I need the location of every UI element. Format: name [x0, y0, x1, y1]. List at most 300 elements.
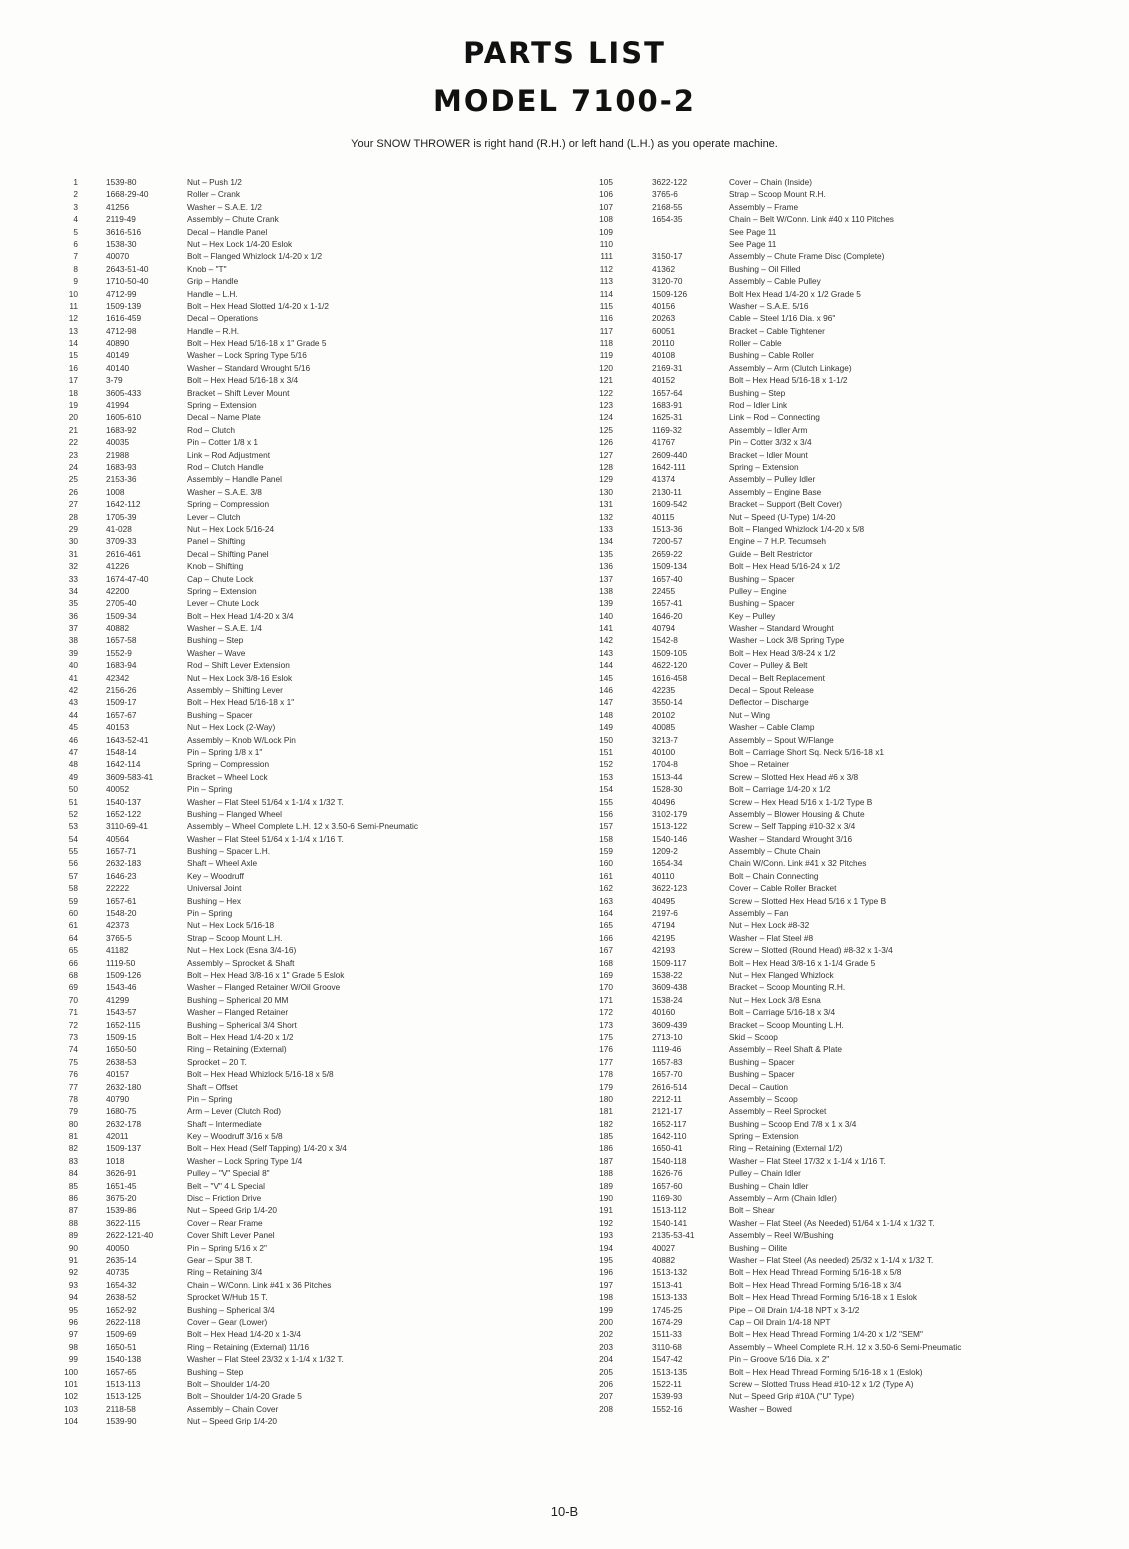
- parts-list-row: [56, 870, 576, 882]
- part-description: Gear – Spur 38 T.: [187, 1254, 253, 1265]
- parts-list-row: [586, 387, 1126, 399]
- part-description: Washer – Flat Steel (As needed) 25/32 x 1-1/4 x 1/32 T.: [729, 1254, 934, 1265]
- part-description: Cover – Pulley & Belt: [729, 660, 808, 671]
- part-description: Bushing – Cable Roller: [729, 350, 814, 361]
- part-description: Decal – Caution: [729, 1081, 789, 1092]
- part-number: 40790: [106, 1093, 130, 1104]
- parts-list-row: [586, 436, 1126, 448]
- part-description: Bolt – Carriage 1/4-20 x 1/2: [729, 784, 831, 795]
- part-description: Spring – Extension: [729, 1131, 799, 1142]
- parts-list-row: [586, 994, 1126, 1006]
- parts-list-row: [56, 1341, 576, 1353]
- part-description: Pin – Cotter 1/8 x 1: [187, 437, 259, 448]
- item-number: 157: [599, 821, 613, 832]
- part-number: 1643-52-41: [106, 734, 149, 745]
- parts-list-row: [56, 511, 576, 523]
- item-number: 28: [68, 511, 78, 522]
- item-number: 132: [599, 511, 613, 522]
- parts-list-row: [586, 461, 1126, 473]
- item-number: 27: [68, 499, 78, 510]
- item-number: 142: [599, 635, 613, 646]
- part-description: Bolt – Shoulder 1/4-20: [187, 1378, 270, 1389]
- parts-list-row: [56, 1279, 576, 1291]
- parts-list-row: [56, 808, 576, 820]
- parts-list-row: [56, 1031, 576, 1043]
- part-description: Spring – Compression: [187, 759, 270, 770]
- parts-list-row: [586, 374, 1126, 386]
- part-description: Bracket – Support (Belt Cover): [729, 499, 842, 510]
- part-number: 41182: [106, 945, 129, 956]
- part-description: Cover – Chain (Inside): [729, 177, 813, 187]
- part-number: 1605-610: [106, 412, 142, 423]
- part-description: Pin – Cotter 3/32 x 3/4: [729, 437, 812, 448]
- parts-list-row: [56, 1155, 576, 1167]
- part-number: 1538-24: [652, 994, 683, 1005]
- part-number: 1543-46: [106, 982, 137, 993]
- parts-list-row: [586, 188, 1126, 200]
- item-number: 14: [68, 338, 78, 349]
- part-description: Bushing – Spacer: [729, 573, 795, 584]
- item-number: 178: [599, 1069, 613, 1080]
- parts-list-row: [586, 1390, 1126, 1402]
- parts-list-row: [586, 882, 1126, 894]
- part-number: 41362: [652, 263, 676, 274]
- part-number: 1509-17: [106, 697, 137, 708]
- part-description: Nut – Hex Lock #8-32: [729, 920, 810, 931]
- item-number: 6: [73, 238, 78, 249]
- item-number: 130: [599, 486, 613, 497]
- item-number: 17: [68, 375, 78, 386]
- parts-list-row: [56, 486, 576, 498]
- item-number: 102: [64, 1391, 78, 1402]
- part-description: Cover – Gear (Lower): [187, 1316, 268, 1327]
- part-description: Assembly – Engine Base: [729, 486, 822, 497]
- part-description: Assembly – Shifting Lever: [187, 685, 283, 696]
- parts-list-row: [586, 758, 1126, 770]
- part-description: Assembly – Frame: [729, 201, 799, 212]
- parts-list-row: [56, 969, 576, 981]
- part-description: Assembly – Idler Arm: [729, 424, 808, 435]
- item-number: 122: [599, 387, 613, 398]
- part-description: Washer – Flat Steel 17/32 x 1-1/4 x 1/16 T.: [729, 1155, 886, 1166]
- part-number: 7200-57: [652, 536, 683, 547]
- item-number: 56: [68, 858, 78, 869]
- part-description: Washer – Standard Wrought: [729, 623, 834, 634]
- part-number: 40152: [652, 375, 676, 386]
- part-description: Shoe – Retainer: [729, 759, 789, 770]
- parts-list-row: [56, 325, 576, 337]
- parts-list-row: [56, 436, 576, 448]
- parts-list-row: [56, 399, 576, 411]
- parts-list-row: [56, 188, 576, 200]
- part-description: Pin – Spring 1/8 x 1": [187, 746, 263, 757]
- parts-list-row: [586, 672, 1126, 684]
- part-description: Assembly – Chain Cover: [187, 1403, 279, 1414]
- part-number: 1513-36: [652, 523, 683, 534]
- parts-list-row: [586, 895, 1126, 907]
- parts-list-row: [56, 263, 576, 275]
- part-description: Bushing – Spherical 3/4 Short: [187, 1019, 297, 1030]
- part-number: 1018: [106, 1155, 125, 1166]
- part-description: Bolt – Hex Head Thread Forming 5/16-18 x 5/8: [729, 1267, 902, 1278]
- item-number: 128: [599, 461, 613, 472]
- part-number: 40085: [652, 722, 676, 733]
- item-number: 113: [599, 276, 613, 287]
- parts-list-row: [56, 597, 576, 609]
- part-number: 1657-71: [106, 846, 137, 857]
- item-number: 45: [68, 722, 78, 733]
- part-description: Decal – Shifting Panel: [187, 548, 269, 559]
- item-number: 35: [68, 598, 78, 609]
- item-number: 116: [599, 313, 613, 324]
- item-number: 26: [68, 486, 78, 497]
- part-description: Bolt Hex Head 1/4-20 x 1/2 Grade 5: [729, 288, 861, 299]
- parts-list-row: [586, 1056, 1126, 1068]
- item-number: 86: [68, 1193, 78, 1204]
- part-number: 3150-17: [652, 251, 683, 262]
- item-number: 148: [599, 709, 613, 720]
- part-number: 3609-438: [652, 982, 688, 993]
- part-number: 1646-23: [106, 870, 137, 881]
- parts-list-row: [586, 1142, 1126, 1154]
- item-number: 78: [68, 1093, 78, 1104]
- part-description: Assembly – Cable Pulley: [729, 276, 821, 287]
- item-number: 76: [68, 1069, 78, 1080]
- item-number: 109: [599, 226, 613, 237]
- part-description: Bushing – Chain Idler: [729, 1180, 809, 1191]
- part-description: Assembly – Wheel Complete R.H. 12 x 3.50-6 Semi-Pneumatic: [729, 1341, 962, 1352]
- part-description: Nut – Hex Lock (Esna 3/4-16): [187, 945, 297, 956]
- item-number: 80: [68, 1118, 78, 1129]
- part-description: Assembly – Knob W/Lock Pin: [187, 734, 296, 745]
- item-number: 52: [68, 808, 78, 819]
- item-number: 162: [599, 883, 613, 894]
- parts-list-row: [586, 1093, 1126, 1105]
- part-number: 2616-514: [652, 1081, 688, 1092]
- part-number: 1509-139: [106, 300, 142, 311]
- parts-list-row: [586, 634, 1126, 646]
- part-number: 1651-45: [106, 1180, 137, 1191]
- part-number: 2135-53-41: [652, 1230, 695, 1241]
- parts-list-row: [56, 845, 576, 857]
- part-number: 3609-583-41: [106, 771, 154, 782]
- parts-list-row: [56, 1081, 576, 1093]
- item-number: 46: [68, 734, 78, 745]
- part-description: Decal – Operations: [187, 313, 259, 324]
- part-number: 1540-118: [652, 1155, 687, 1166]
- parts-list-row: [56, 238, 576, 250]
- part-number: 1509-126: [652, 288, 688, 299]
- item-number: 146: [599, 685, 613, 696]
- parts-list-row: [586, 1130, 1126, 1142]
- part-description: Pin – Spring: [187, 784, 233, 795]
- parts-list-row: [586, 1242, 1126, 1254]
- item-number: 126: [599, 437, 613, 448]
- part-description: Nut – Hex Flanged Whizlock: [729, 970, 834, 980]
- parts-list-row: [586, 944, 1126, 956]
- item-number: 129: [599, 474, 613, 485]
- part-description: Washer – Bowed: [729, 1403, 792, 1414]
- parts-list-row: [56, 176, 576, 188]
- part-number: 3550-14: [652, 697, 683, 708]
- part-number: 1552-16: [652, 1403, 683, 1414]
- part-number: 1540-138: [106, 1354, 142, 1365]
- item-number: 158: [599, 833, 613, 844]
- part-description: Assembly – Arm (Clutch Linkage): [729, 362, 852, 373]
- item-number: 155: [599, 796, 613, 807]
- item-number: 103: [64, 1403, 78, 1414]
- part-number: 1513-41: [652, 1279, 683, 1290]
- item-number: 170: [599, 982, 613, 993]
- part-number: 2659-22: [652, 548, 683, 559]
- part-description: Shaft – Wheel Axle: [187, 858, 258, 869]
- part-description: Pulley – Chain Idler: [729, 1168, 801, 1179]
- parts-list-row: [586, 176, 1126, 188]
- item-number: 193: [599, 1230, 613, 1241]
- item-number: 70: [68, 994, 78, 1005]
- parts-list-row: [56, 919, 576, 931]
- item-number: 99: [68, 1354, 78, 1365]
- part-number: 42195: [652, 932, 676, 943]
- part-number: 1169-30: [652, 1193, 682, 1204]
- part-number: 47194: [652, 920, 676, 931]
- item-number: 159: [599, 846, 613, 857]
- item-number: 97: [68, 1329, 78, 1340]
- parts-list-left-column: [56, 176, 576, 1427]
- parts-list-row: [56, 1353, 576, 1365]
- part-number: 1657-61: [106, 895, 137, 906]
- part-number: 2169-31: [652, 362, 683, 373]
- part-number: 20102: [652, 709, 676, 720]
- part-description: Assembly – Sprocket & Shaft: [187, 957, 295, 968]
- parts-list-row: [56, 1366, 576, 1378]
- parts-list-row: [56, 288, 576, 300]
- item-number: 95: [68, 1304, 78, 1315]
- parts-list-row: [586, 1229, 1126, 1241]
- item-number: 43: [68, 697, 78, 708]
- item-number: 165: [599, 920, 613, 931]
- part-number: 1625-31: [652, 412, 683, 423]
- parts-list-row: [586, 275, 1126, 287]
- item-number: 121: [599, 375, 613, 386]
- parts-list-row: [56, 1105, 576, 1117]
- parts-list-row: [56, 622, 576, 634]
- part-number: 1547-42: [652, 1354, 683, 1365]
- part-description: Sprocket W/Hub 15 T.: [187, 1292, 268, 1303]
- parts-list-row: [586, 647, 1126, 659]
- item-number: 144: [599, 660, 613, 671]
- parts-list-row: [586, 1006, 1126, 1018]
- part-description: Pin – Spring: [187, 908, 233, 919]
- part-number: 1522-11: [652, 1378, 682, 1389]
- part-description: Assembly – Fan: [729, 908, 789, 919]
- parts-list-row: [586, 1068, 1126, 1080]
- part-number: 1626-76: [652, 1168, 683, 1179]
- part-number: 1513-113: [106, 1378, 141, 1389]
- parts-list-row: [56, 250, 576, 262]
- part-description: Guide – Belt Restrictor: [729, 548, 813, 559]
- part-description: Washer – Flat Steel 51/64 x 1-1/4 x 1/32 T.: [187, 796, 344, 807]
- parts-list-row: [586, 1118, 1126, 1130]
- part-number: 22222: [106, 883, 130, 894]
- part-description: Screw – Slotted Truss Head #10-12 x 1/2 (Type A): [729, 1378, 914, 1389]
- parts-list-row: [586, 659, 1126, 671]
- item-number: 1: [73, 177, 78, 187]
- part-number: 1542-8: [652, 635, 678, 646]
- part-number: 41299: [106, 994, 130, 1005]
- part-description: Nut – Hex Lock 5/16-24: [187, 523, 275, 534]
- part-number: 1539-90: [106, 1416, 137, 1427]
- part-number: 3626-91: [106, 1168, 137, 1179]
- part-number: 41374: [652, 474, 676, 485]
- part-description: Washer – Flat Steel 51/64 x 1-1/4 x 1/16 T.: [187, 833, 344, 844]
- parts-list-row: [586, 411, 1126, 423]
- part-number: 1657-60: [652, 1180, 683, 1191]
- parts-list-row: [586, 1155, 1126, 1167]
- item-number: 25: [68, 474, 78, 485]
- item-number: 204: [599, 1354, 613, 1365]
- part-description: Nut – Hex Lock 3/8 Esna: [729, 994, 821, 1005]
- item-number: 71: [68, 1007, 78, 1018]
- hand-orientation-note: Your SNOW THROWER is right hand (R.H.) or left hand (L.H.) as you operate machine.: [351, 138, 778, 150]
- part-number: 1540-137: [106, 796, 142, 807]
- part-number: 3709-33: [106, 536, 137, 547]
- parts-list-row: [586, 1254, 1126, 1266]
- part-number: 1650-50: [106, 1044, 137, 1055]
- part-description: Panel – Shifting: [187, 536, 246, 547]
- part-description: Screw – Self Tapping #10-32 x 3/4: [729, 821, 856, 832]
- parts-list-row: [56, 1204, 576, 1216]
- part-number: 40794: [652, 623, 676, 634]
- parts-list-row: [586, 907, 1126, 919]
- item-number: 66: [68, 957, 78, 968]
- item-number: 141: [599, 623, 613, 634]
- parts-list-row: [56, 1229, 576, 1241]
- part-number: 2197-6: [652, 908, 678, 919]
- part-description: Assembly – Chute Chain: [729, 846, 821, 857]
- part-number: 1652-122: [106, 808, 142, 819]
- item-number: 173: [599, 1019, 613, 1030]
- part-number: 3609-439: [652, 1019, 688, 1030]
- parts-list-row: [586, 312, 1126, 324]
- item-number: 150: [599, 734, 613, 745]
- part-number: 1680-75: [106, 1106, 137, 1117]
- item-number: 187: [599, 1155, 613, 1166]
- part-number: 1209-2: [652, 846, 678, 857]
- parts-list-row: [56, 349, 576, 361]
- item-number: 34: [68, 585, 78, 596]
- part-number: 41767: [652, 437, 676, 448]
- part-number: 2622-118: [106, 1316, 141, 1327]
- item-number: 91: [68, 1254, 78, 1265]
- parts-list-row: [586, 1192, 1126, 1204]
- part-description: Roller – Cable: [729, 338, 782, 349]
- part-description: Cover – Rear Frame: [187, 1217, 263, 1228]
- part-description: Decal – Handle Panel: [187, 226, 268, 237]
- parts-list-row: [586, 919, 1126, 931]
- item-number: 197: [599, 1279, 613, 1290]
- item-number: 101: [64, 1378, 78, 1389]
- item-number: 164: [599, 908, 613, 919]
- part-description: Nut – Hex Lock 5/16-18: [187, 920, 275, 931]
- parts-list-row: [56, 981, 576, 993]
- part-number: 41256: [106, 201, 130, 212]
- part-description: Key – Woodruff 3/16 x 5/8: [187, 1131, 283, 1142]
- parts-list-row: [586, 1081, 1126, 1093]
- item-number: 79: [68, 1106, 78, 1117]
- parts-list-row: [56, 411, 576, 423]
- part-description: Washer – S.A.E. 1/4: [187, 623, 262, 634]
- item-number: 188: [599, 1168, 613, 1179]
- part-number: 1119-46: [652, 1044, 682, 1055]
- parts-list-row: [586, 1304, 1126, 1316]
- part-description: Cover – Cable Roller Bracket: [729, 883, 837, 894]
- part-description: Lever – Clutch: [187, 511, 241, 522]
- part-description: Engine – 7 H.P. Tecumseh: [729, 536, 827, 547]
- part-description: Pipe – Oil Drain 1/4-18 NPT x 3-1/2: [729, 1304, 860, 1315]
- item-number: 98: [68, 1341, 78, 1352]
- part-number: 40157: [106, 1069, 130, 1080]
- part-description: Link – Rod Adjustment: [187, 449, 271, 460]
- part-description: Bolt – Hex Head 1/4-20 x 1/2: [187, 1031, 294, 1042]
- part-number: 2118-58: [106, 1403, 136, 1414]
- item-number: 189: [599, 1180, 613, 1191]
- parts-list-row: [586, 1043, 1126, 1055]
- parts-list-row: [586, 684, 1126, 696]
- item-number: 115: [599, 300, 613, 311]
- parts-list-row: [56, 473, 576, 485]
- item-number: 207: [599, 1391, 613, 1402]
- part-description: Nut – Wing: [729, 709, 771, 720]
- parts-list-row: [56, 1403, 576, 1415]
- item-number: 135: [599, 548, 613, 559]
- part-number: 1540-146: [652, 833, 688, 844]
- parts-list-row: [586, 523, 1126, 535]
- item-number: 161: [599, 870, 613, 881]
- part-number: 40735: [106, 1267, 130, 1278]
- part-number: 1509-105: [652, 647, 688, 658]
- part-number: 1513-125: [106, 1391, 142, 1402]
- item-number: 186: [599, 1143, 613, 1154]
- part-description: Washer – Lock Spring Type 1/4: [187, 1155, 303, 1166]
- part-number: 40890: [106, 338, 130, 349]
- parts-list-row: [586, 709, 1126, 721]
- item-number: 96: [68, 1316, 78, 1327]
- part-number: 41-028: [106, 523, 132, 534]
- part-description: Sprocket – 20 T.: [187, 1056, 247, 1067]
- parts-list-row: [586, 597, 1126, 609]
- item-number: 41: [68, 672, 78, 683]
- parts-list-row: [56, 1266, 576, 1278]
- item-number: 185: [599, 1131, 613, 1142]
- item-number: 4: [73, 214, 78, 225]
- part-description: Cable – Steel 1/16 Dia. x 96": [729, 313, 836, 324]
- part-number: 1642-112: [106, 499, 141, 510]
- parts-list-row: [586, 1167, 1126, 1179]
- part-description: Washer – Standard Wrought 3/16: [729, 833, 853, 844]
- part-number: 1657-58: [106, 635, 137, 646]
- part-number: 1509-134: [652, 561, 688, 572]
- part-description: Bolt – Hex Head 5/16-24 x 1/2: [729, 561, 841, 572]
- item-number: 2: [73, 189, 78, 200]
- parts-list-row: [586, 201, 1126, 213]
- parts-list-row: [586, 1105, 1126, 1117]
- parts-list-row: [56, 1390, 576, 1402]
- part-number: 2156-26: [106, 685, 137, 696]
- item-number: 206: [599, 1378, 613, 1389]
- part-description: Bolt – Hex Head Thread Forming 5/16-18 x 3/4: [729, 1279, 902, 1290]
- part-number: 40070: [106, 251, 130, 262]
